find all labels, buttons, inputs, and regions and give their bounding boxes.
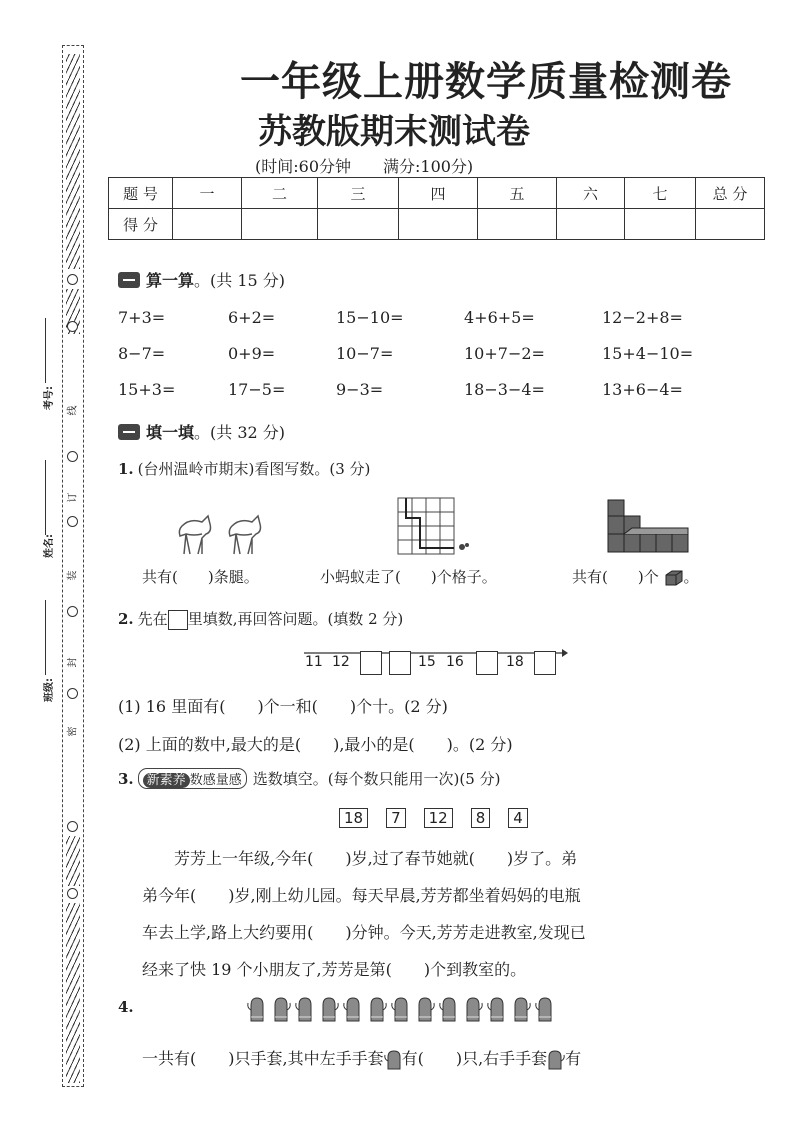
score-cell[interactable] (696, 209, 765, 240)
equation: 4+6+5= (464, 308, 535, 327)
glove-icon (510, 995, 532, 1023)
q2-sub-2: (2) 上面的数中,最大的是( ),最小的是( )。(2 分) (118, 735, 513, 754)
exam-no-label: 考号: (44, 386, 55, 410)
q3-paragraph-line: 弟今年( )岁,刚上幼儿园。每天早晨,芳芳都坐着妈妈的电瓶 (142, 886, 581, 905)
name-label: 姓名: (44, 534, 55, 558)
glove-icon (438, 995, 460, 1023)
q1-answer-c-text: 共有( )个 (572, 568, 659, 586)
question-number: 2. (118, 610, 134, 628)
section-1-title: 算一算 (146, 271, 195, 290)
right-glove-icon (547, 1049, 565, 1071)
question-3-text: 选数填空。(每个数只能用一次)(5 分) (252, 770, 501, 788)
glove-icon (246, 995, 268, 1023)
seal-char-feng: 封 (67, 657, 79, 668)
section-2-title: 填一填 (146, 423, 195, 442)
glove-icon (390, 995, 412, 1023)
score-cell[interactable] (478, 209, 557, 240)
question-2-text-b: 里填数,再回答问题。(填数 2 分) (187, 610, 404, 628)
number-choice: 8 (471, 808, 491, 828)
class-label: 班级: (44, 678, 55, 702)
literacy-tag (138, 768, 247, 789)
glove-icon (366, 995, 388, 1023)
question-2 (118, 608, 403, 630)
score-cell[interactable] (399, 209, 478, 240)
score-cell[interactable] (625, 209, 696, 240)
equation: 18−3−4= (464, 380, 545, 399)
page-title: 一年级上册数学质量检测卷 (240, 58, 732, 105)
score-header-cell: 一 (173, 178, 242, 209)
glove-icon (342, 995, 364, 1023)
cube-stack-icon (602, 498, 694, 558)
question-4 (118, 998, 138, 1016)
blank-box-icon (168, 610, 188, 630)
binding-strip (62, 45, 84, 1087)
left-glove-icon (384, 1049, 402, 1071)
score-cell[interactable] (242, 209, 318, 240)
number-choice: 7 (386, 808, 406, 828)
section-2-heading (118, 420, 285, 443)
equation: 9−3= (336, 380, 384, 399)
equation: 0+9= (228, 344, 276, 363)
number-choice: 18 (339, 808, 368, 828)
section-number-badge (118, 272, 140, 288)
equation: 17−5= (228, 380, 286, 399)
equation: 7+3= (118, 308, 166, 327)
equation: 6+2= (228, 308, 276, 327)
q3-paragraph-line: 车去上学,路上大约要用( )分钟。今天,芳芳走进教室,发现已 (142, 923, 586, 942)
glove-icon (486, 995, 508, 1023)
seal-char-mi: 密 (67, 726, 79, 737)
glove-icon (294, 995, 316, 1023)
score-header-cell: 七 (625, 178, 696, 209)
score-header-cell: 四 (399, 178, 478, 209)
q4-text-c: 有 (565, 1049, 582, 1068)
glove-icon (270, 995, 292, 1023)
q2-sub-1: (1) 16 里面有( )个一和( )个十。(2 分) (118, 697, 448, 716)
equation: 10−7= (336, 344, 394, 363)
score-header-cell: 二 (242, 178, 318, 209)
score-header-cell: 三 (318, 178, 399, 209)
q3-paragraph-line: 芳芳上一年级,今年( )岁,过了春节她就( )岁了。弟 (174, 849, 578, 868)
score-header-row (109, 178, 765, 209)
seal-char-xian: 线 (67, 405, 79, 416)
numberline-blank-box[interactable] (534, 651, 556, 675)
score-cell[interactable] (318, 209, 399, 240)
glove-icon (534, 995, 556, 1023)
score-header-cell: 总 分 (696, 178, 765, 209)
equation: 13+6−4= (602, 380, 683, 399)
score-row-label: 得 分 (109, 209, 173, 240)
seal-char-ding: 订 (67, 492, 79, 503)
horse-icon (172, 512, 214, 556)
number-choices (330, 808, 537, 828)
q1-answer-a: 共有( )条腿。 (142, 568, 259, 586)
seal-char-zhuang: 装 (67, 570, 79, 581)
question-3 (118, 768, 500, 789)
score-table (108, 177, 765, 240)
numberline-label: 12 (332, 654, 350, 670)
time-info: (时间:60分钟 满分:100分) (255, 157, 474, 176)
equation: 12−2+8= (602, 308, 683, 327)
q4-text-b: 有( )只,右手手套 (401, 1049, 548, 1068)
glove-icon (414, 995, 436, 1023)
section-2-points: 。(共 32 分) (194, 423, 286, 442)
section-1-points: 。(共 15 分) (194, 271, 286, 290)
literacy-tag-light: 数感量感 (189, 773, 242, 788)
question-number: 4. (118, 998, 134, 1016)
numberline-blank-box[interactable] (360, 651, 382, 675)
score-input-row (109, 209, 765, 240)
page-subtitle: 苏教版期末测试卷 (258, 112, 530, 152)
numberline-label: 15 (418, 654, 436, 670)
numberline-blank-box[interactable] (476, 651, 498, 675)
q4-text (142, 1040, 752, 1077)
numberline-label: 11 (305, 654, 323, 670)
score-header-cell: 题 号 (109, 178, 173, 209)
number-choice: 12 (424, 808, 453, 828)
numberline-label: 16 (446, 654, 464, 670)
gloves-row (246, 995, 558, 1025)
score-header-cell: 六 (557, 178, 625, 209)
section-number-badge (118, 424, 140, 440)
question-number: 1. (118, 460, 134, 478)
class-line (45, 600, 46, 675)
glove-icon (462, 995, 484, 1023)
equation: 8−7= (118, 344, 166, 363)
q3-paragraph-line: 经来了快 19 个小朋友了,芳芳是第( )个到教室的。 (142, 960, 527, 979)
score-header-cell: 五 (478, 178, 557, 209)
q3-paragraph (142, 840, 752, 988)
cube-icon (664, 569, 684, 587)
grid-maze-icon (396, 496, 476, 558)
numberline-blank-box[interactable] (389, 651, 411, 675)
equation: 15+4−10= (602, 344, 694, 363)
score-cell[interactable] (557, 209, 625, 240)
q1-answer-b: 小蚂蚁走了( )个格子。 (320, 568, 497, 586)
equation: 15−10= (336, 308, 404, 327)
question-number: 3. (118, 770, 134, 788)
q4-text-a: 一共有( )只手套,其中左手手套 (142, 1049, 384, 1068)
number-choice: 4 (508, 808, 528, 828)
question-2-text-a: 先在 (137, 610, 168, 628)
score-cell[interactable] (173, 209, 242, 240)
name-line (45, 460, 46, 535)
equation: 15+3= (118, 380, 176, 399)
literacy-tag-dark: 新素养 (143, 773, 190, 788)
section-1-heading (118, 268, 285, 291)
glove-icon (318, 995, 340, 1023)
horse-icon (222, 512, 264, 556)
question-1-text: (台州温岭市期末)看图写数。(3 分) (137, 460, 371, 478)
q1-answer-c: 共有( )个 。 (572, 568, 699, 586)
question-1 (118, 458, 370, 479)
equation: 10+7−2= (464, 344, 545, 363)
numberline-label: 18 (506, 654, 524, 670)
exam-no-line (45, 318, 46, 383)
